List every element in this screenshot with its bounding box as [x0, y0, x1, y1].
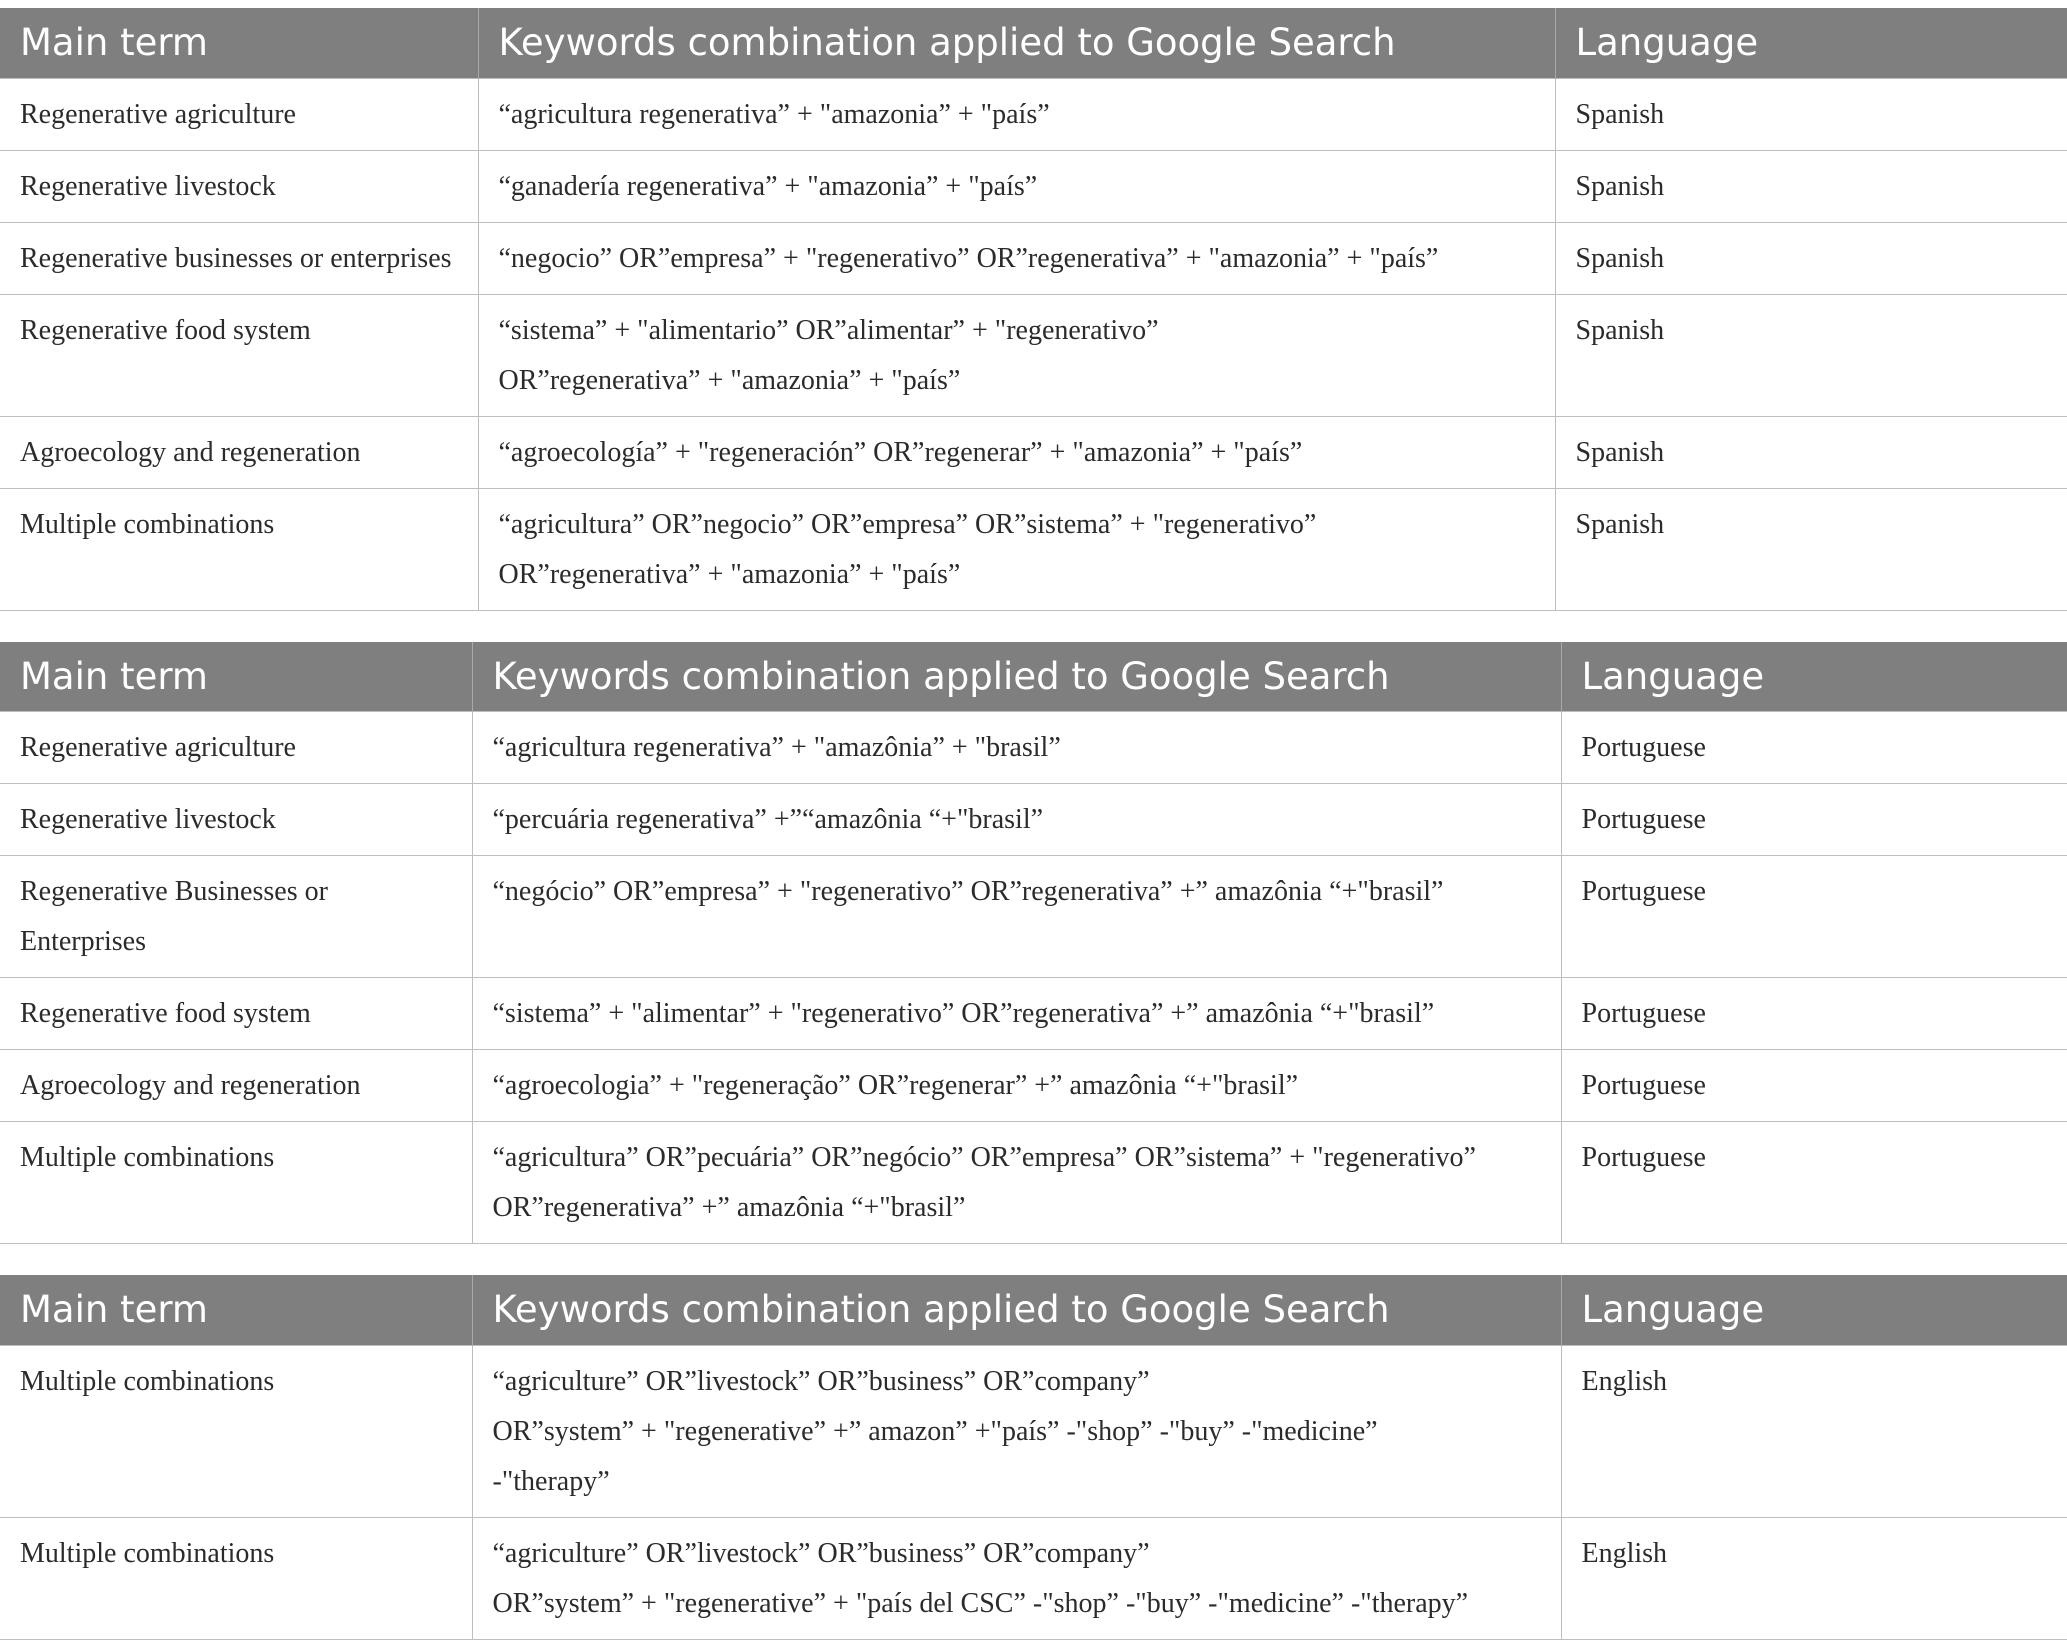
keywords-line: OR”regenerativa” +” amazônia “+"brasil”: [492, 1192, 966, 1223]
spanish-keywords-table: [0, 8, 2067, 611]
keywords-header: Keywords combination applied to Google Search: [472, 642, 1561, 712]
language-cell: Portuguese: [1561, 784, 2067, 856]
language-cell: Portuguese: [1561, 856, 2067, 978]
table-row: [0, 488, 2067, 610]
language-cell: Portuguese: [1561, 1122, 2067, 1244]
header-row: [0, 1275, 2067, 1345]
table-row: [0, 78, 2067, 150]
keywords-line: “negócio” OR”empresa” + "regenerativo” OR”regenerativa” +” amazônia “+"brasil”: [492, 876, 1444, 907]
keywords-cell: [472, 712, 1561, 784]
keywords-line: “agricultura regenerativa” + "amazonia” + "país”: [498, 98, 1050, 130]
english-keywords-table: [0, 1275, 2067, 1640]
keywords-line: -"therapy”: [492, 1465, 610, 1497]
portuguese-keywords-table: [0, 642, 2067, 1245]
main-term-cell: Multiple combinations: [0, 1517, 472, 1639]
main-term-header: Main term: [0, 1275, 472, 1345]
main-term-cell: Regenerative businesses or enterprises: [0, 222, 478, 294]
keywords-cell: [478, 78, 1555, 150]
table-row: [0, 856, 2067, 978]
keywords-cell: [472, 856, 1561, 978]
keywords-cell: [472, 784, 1561, 856]
language-header: Language: [1561, 1275, 2067, 1345]
main-term-cell: Regenerative livestock: [0, 150, 478, 222]
main-term-cell: Multiple combinations: [0, 488, 478, 610]
language-cell: Spanish: [1555, 222, 2067, 294]
keywords-line: “agricultura” OR”negocio” OR”empresa” OR”sistema” + "regenerativo”: [498, 508, 1317, 540]
table-row: [0, 1122, 2067, 1244]
keywords-line: “sistema” + "alimentar” + "regenerativo” OR”regenerativa” +” amazônia “+"brasil”: [492, 998, 1435, 1029]
keywords-cell: [478, 488, 1555, 610]
main-term-header: Main term: [0, 8, 478, 78]
language-cell: Spanish: [1555, 416, 2067, 488]
keywords-line: “negocio” OR”empresa” + "regenerativo” OR”regenerativa” + "amazonia” + "país”: [498, 242, 1439, 274]
keywords-cell: [478, 416, 1555, 488]
language-cell: Portuguese: [1561, 978, 2067, 1050]
header-row: [0, 642, 2067, 712]
table-row: [0, 1050, 2067, 1122]
keywords-header: Keywords combination applied to Google Search: [472, 1275, 1561, 1345]
language-cell: Spanish: [1555, 150, 2067, 222]
keywords-line: OR”system” + "regenerative” + "país del CSC” -"shop” -"buy” -"medicine” -"therapy”: [492, 1587, 1469, 1619]
keywords-line: “percuária regenerativa” +”“amazônia “+"brasil”: [492, 804, 1044, 835]
keywords-cell: [478, 150, 1555, 222]
keywords-cell: [478, 222, 1555, 294]
keywords-cell: [472, 1122, 1561, 1244]
keywords-cell: [472, 1517, 1561, 1639]
keywords-line: “agroecologia” + "regeneração” OR”regenerar” +” amazônia “+"brasil”: [492, 1070, 1299, 1101]
main-term-cell: Regenerative food system: [0, 978, 472, 1050]
main-term-cell: Regenerative agriculture: [0, 78, 478, 150]
language-cell: Portuguese: [1561, 1050, 2067, 1122]
language-cell: Spanish: [1555, 294, 2067, 416]
language-cell: English: [1561, 1517, 2067, 1639]
language-cell: Spanish: [1555, 488, 2067, 610]
table-row: [0, 294, 2067, 416]
keywords-cell: [472, 978, 1561, 1050]
table-row: [0, 1517, 2067, 1639]
keywords-line: OR”system” + "regenerative” +” amazon” +"país” -"shop” -"buy” -"medicine”: [492, 1415, 1378, 1447]
language-cell: Spanish: [1555, 78, 2067, 150]
keywords-line: OR”regenerativa” + "amazonia” + "país”: [498, 558, 961, 590]
table-row: [0, 1345, 2067, 1517]
main-term-cell: Regenerative Businesses or Enterprises: [0, 856, 472, 978]
language-cell: Portuguese: [1561, 712, 2067, 784]
main-term-cell: Multiple combinations: [0, 1122, 472, 1244]
keywords-line: “sistema” + "alimentario” OR”alimentar” + "regenerativo”: [498, 314, 1159, 346]
table-row: [0, 712, 2067, 784]
main-term-cell: Multiple combinations: [0, 1345, 472, 1517]
table-row: [0, 416, 2067, 488]
keywords-cell: [472, 1345, 1561, 1517]
table-row: [0, 784, 2067, 856]
main-term-cell: Agroecology and regeneration: [0, 1050, 472, 1122]
keywords-cell: [478, 294, 1555, 416]
main-term-cell: Regenerative agriculture: [0, 712, 472, 784]
language-header: Language: [1561, 642, 2067, 712]
language-header: Language: [1555, 8, 2067, 78]
keywords-line: “agricultura regenerativa” + "amazônia” + "brasil”: [492, 732, 1061, 763]
tables-container: [0, 8, 2067, 1640]
keywords-line: “agroecología” + "regeneración” OR”regenerar” + "amazonia” + "país”: [498, 436, 1303, 468]
header-row: [0, 8, 2067, 78]
table-row: [0, 978, 2067, 1050]
main-term-cell: Regenerative livestock: [0, 784, 472, 856]
keywords-line: “agriculture” OR”livestock” OR”business” OR”company”: [492, 1537, 1150, 1569]
keywords-header: Keywords combination applied to Google Search: [478, 8, 1555, 78]
main-term-header: Main term: [0, 642, 472, 712]
keywords-line: “agriculture” OR”livestock” OR”business” OR”company”: [492, 1365, 1150, 1397]
keywords-line: “ganadería regenerativa” + "amazonia” + "país”: [498, 170, 1038, 202]
keywords-cell: [472, 1050, 1561, 1122]
keywords-line: OR”regenerativa” + "amazonia” + "país”: [498, 364, 961, 396]
table-row: [0, 222, 2067, 294]
table-row: [0, 150, 2067, 222]
main-term-cell: Agroecology and regeneration: [0, 416, 478, 488]
language-cell: English: [1561, 1345, 2067, 1517]
keywords-line: “agricultura” OR”pecuária” OR”negócio” OR”empresa” OR”sistema” + "regenerativo”: [492, 1142, 1476, 1173]
main-term-cell: Regenerative food system: [0, 294, 478, 416]
